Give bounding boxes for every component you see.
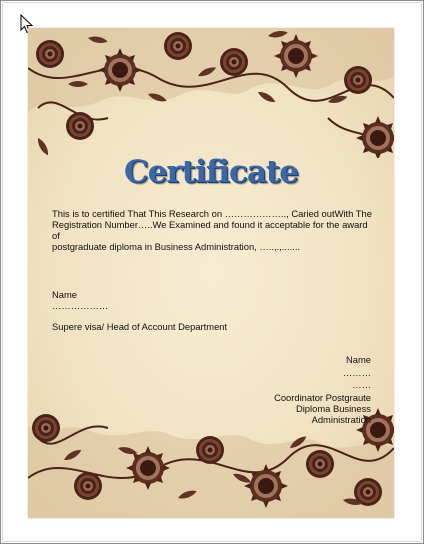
certificate-page xyxy=(28,28,394,518)
right-name-dots-2: …… xyxy=(352,379,371,390)
supervisor-title: Supere visa/ Head of Account Department xyxy=(52,321,228,332)
left-name-dots: ……………… xyxy=(52,300,109,311)
coordinator-title: Coordinator Postgraute Diploma Business Administration xyxy=(274,392,371,425)
right-name-dots-1: ……… xyxy=(342,367,371,378)
certificate-title: Certificate xyxy=(124,154,298,190)
left-name-label: Name xyxy=(52,289,78,300)
right-name-label: Name xyxy=(345,354,371,365)
certificate-body-text: This is to certified That This Research on ……………….., Caried outWith The Registration Number…..We Examined and found it acceptable for the award of postgraduate diploma in Business Administration, …..,.,....... xyxy=(52,208,372,252)
floral-border-top-icon xyxy=(28,28,394,158)
